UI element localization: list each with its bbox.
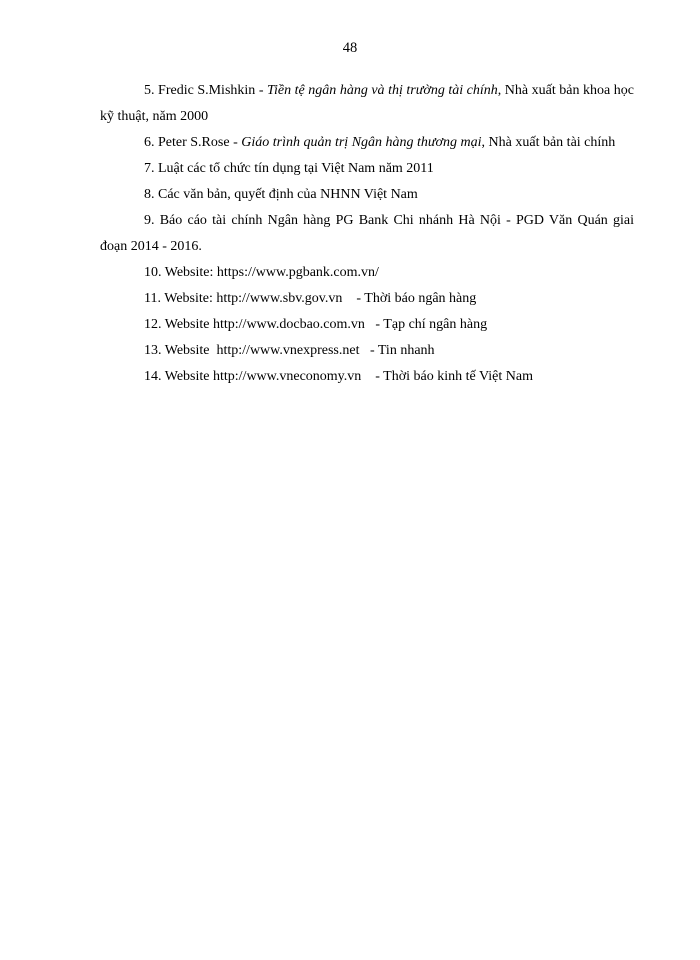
reference-item-6: 6. Peter S.Rose - Giáo trình quản trị Ngân hàng thương mại, Nhà xuất bản tài chính (144, 135, 616, 150)
reference-title: Giáo trình quản trị Ngân hàng thương mại (241, 135, 482, 150)
reference-item-9: 9. Báo cáo tài chính Ngân hàng PG Bank Chi nhánh Hà Nội - PGD Văn Quán giai đoạn 2014 - 2016. (100, 213, 635, 254)
reference-title: Tiền tệ ngân hàng và thị trường tài chính (267, 83, 498, 98)
reference-item-5: 5. Fredic S.Mishkin - Tiền tệ ngân hàng và thị trường tài chính, Nhà xuất bản khoa học kỹ thuật, năm 2000 (100, 83, 635, 124)
reference-item-8: 8. Các văn bản, quyết định của NHNN Việt Nam (144, 187, 418, 202)
reference-item-11: 11. Website: http://www.sbv.gov.vn - Thời báo ngân hàng (144, 291, 477, 306)
reference-item-10: 10. Website: https://www.pgbank.com.vn/ (144, 265, 379, 280)
reference-item-7: 7. Luật các tổ chức tín dụng tại Việt Nam năm 2011 (144, 161, 434, 176)
reference-item-13: 13. Website http://www.vnexpress.net - Tin nhanh (144, 343, 435, 358)
reference-list (100, 78, 634, 390)
page-number: 48 (342, 40, 358, 56)
reference-item-12: 12. Website http://www.docbao.com.vn - Tạp chí ngân hàng (144, 317, 488, 332)
reference-item-14: 14. Website http://www.vneconomy.vn - Thời báo kinh tế Việt Nam (144, 369, 533, 384)
